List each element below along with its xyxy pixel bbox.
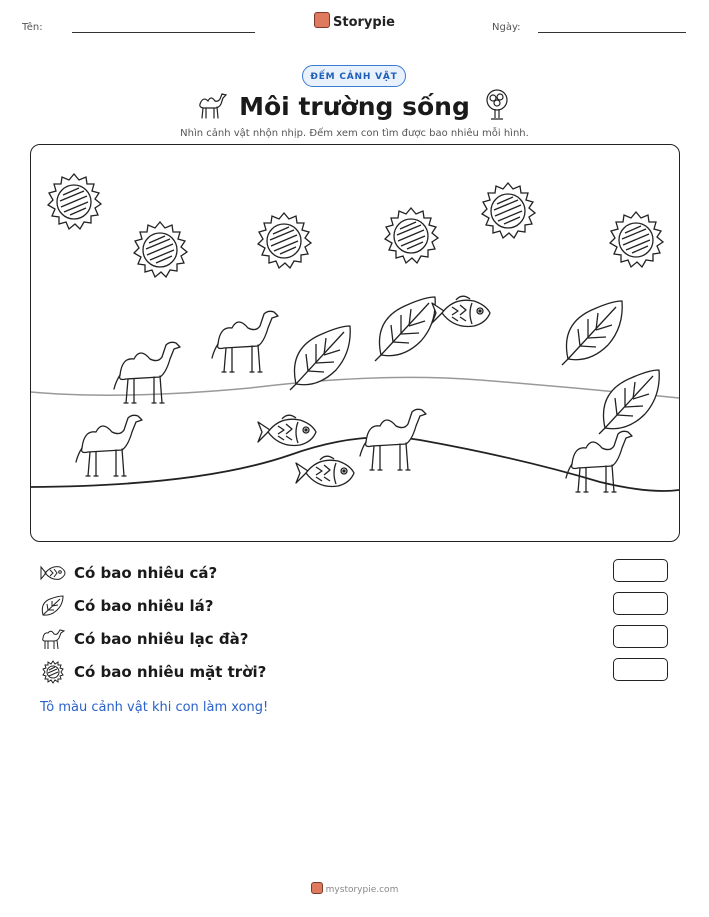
question-text: Có bao nhiêu mặt trời? [74, 663, 267, 681]
fish-icon [40, 564, 66, 582]
coloring-note: Tô màu cảnh vật khi con làm xong! [40, 700, 269, 715]
answer-box-fish[interactable] [613, 559, 668, 582]
footer [0, 882, 709, 895]
category-badge: ĐẾM CẢNH VẬT [302, 65, 406, 87]
footer-url: mystorypie.com [325, 885, 399, 895]
question-text: Có bao nhiêu lá? [74, 597, 214, 615]
answer-box-sun[interactable] [613, 658, 668, 681]
brand-name: Storypie [333, 15, 395, 30]
instructions: Nhìn cảnh vật nhộn nhịp. Đếm xem con tìm được bao nhiêu mỗi hình. [180, 128, 529, 139]
name-label: Tên: [22, 22, 43, 33]
question-text: Có bao nhiêu cá? [74, 564, 218, 582]
question-fish [40, 560, 217, 586]
answer-box-camel[interactable] [613, 625, 668, 648]
storypie-logo-icon [311, 882, 323, 894]
sun-icon [40, 660, 66, 684]
question-leaf [40, 593, 213, 619]
question-text: Có bao nhiêu lạc đà? [74, 630, 249, 648]
page-title: Môi trường sống [239, 92, 470, 121]
answer-box-leaf[interactable] [613, 592, 668, 615]
camel-icon [40, 628, 66, 650]
leaf-icon [40, 595, 66, 617]
date-label: Ngày: [492, 22, 521, 33]
question-camel [40, 626, 248, 652]
question-sun [40, 659, 266, 685]
